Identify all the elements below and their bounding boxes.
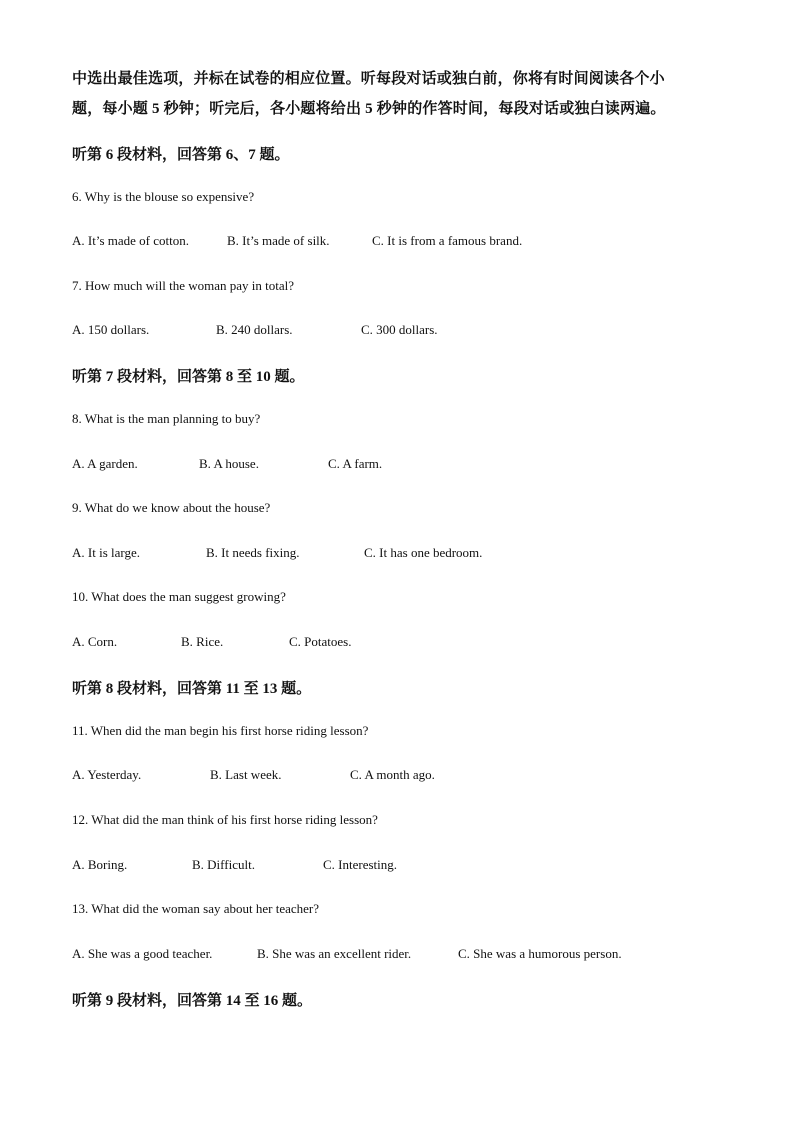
section-heading: 听第 9 段材料，回答第 14 至 16 题。 [72,993,313,1009]
question-text: 10. What does the man suggest growing? [72,589,286,604]
question-text: 12. What did the man think of his first horse riding lesson? [72,812,378,827]
question-text: 8. What is the man planning to buy? [72,411,261,426]
section-heading: 听第 7 段材料，回答第 8 至 10 题。 [72,369,305,385]
option-b: B. 240 dollars. [216,322,293,337]
section-heading: 听第 8 段材料，回答第 11 至 13 题。 [72,681,312,697]
option-c: C. It is from a famous brand. [372,233,523,248]
option-c: C. Potatoes. [289,634,352,649]
option-a: A. Yesterday. [72,767,142,782]
option-c: C. She was a humorous person. [458,946,622,961]
option-a: A. Corn. [72,634,118,649]
option-a: A. Boring. [72,857,128,872]
instructions [72,64,722,124]
question-text: 9. What do we know about the house? [72,500,271,515]
option-c: C. A farm. [328,456,383,471]
option-a: A. A garden. [72,456,138,471]
option-a: A. It’s made of cotton. [72,233,189,248]
question-text: 6. Why is the blouse so expensive? [72,189,255,204]
section-heading: 听第 6 段材料，回答第 6、7 题。 [72,147,290,163]
option-a: A. It is large. [72,545,140,560]
option-b: B. Rice. [181,634,224,649]
option-a: A. She was a good teacher. [72,946,213,961]
option-c: C. 300 dollars. [361,322,438,337]
instructions-line-1: 中选出最佳选项，并标在试卷的相应位置。听每段对话或独白前，你将有时间阅读各个小 [72,71,665,87]
question-text: 7. How much will the woman pay in total? [72,278,295,293]
option-b: B. It’s made of silk. [227,233,330,248]
option-b: B. It needs fixing. [206,545,300,560]
option-b: B. She was an excellent rider. [257,946,412,961]
option-b: B. Difficult. [192,857,255,872]
question-text: 11. When did the man begin his first horse riding lesson? [72,723,369,738]
option-b: B. A house. [199,456,259,471]
option-b: B. Last week. [210,767,282,782]
instructions-line-2: 题，每小题 5 秒钟；听完后，各小题将给出 5 秒钟的作答时间，每段对话或独白读两遍。 [72,101,666,117]
option-c: C. It has one bedroom. [364,545,483,560]
option-c: C. Interesting. [323,857,398,872]
option-a: A. 150 dollars. [72,322,150,337]
option-c: C. A month ago. [350,767,435,782]
question-text: 13. What did the woman say about her teacher? [72,901,320,916]
